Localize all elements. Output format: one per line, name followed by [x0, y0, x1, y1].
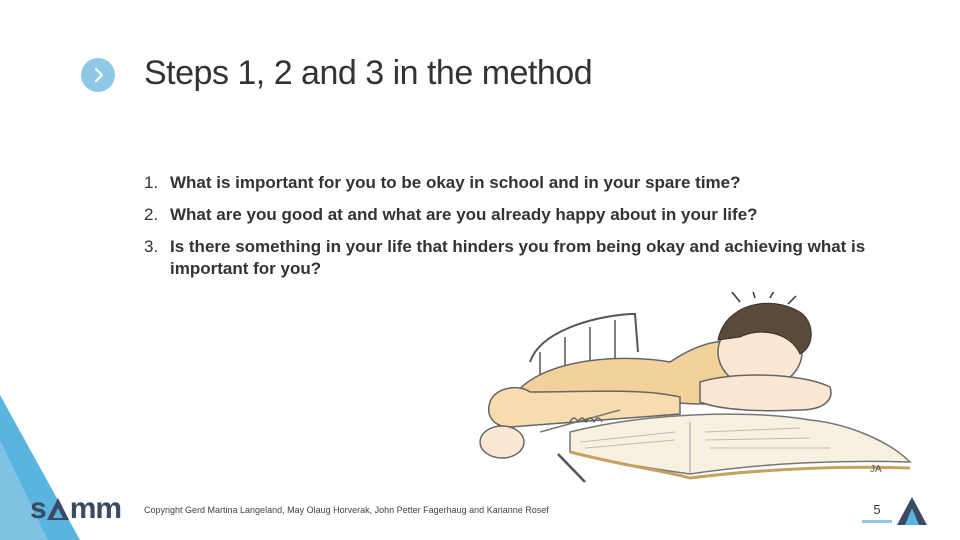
step-item	[144, 236, 924, 280]
step-item	[144, 204, 924, 226]
step-number: 1.	[144, 173, 159, 192]
illustration-signature: JA	[870, 464, 882, 475]
step-text: What is important for you to be okay in school and in your spare time?	[170, 173, 741, 192]
step-item	[144, 172, 924, 194]
logo-a-mark-icon	[47, 498, 69, 520]
slide-title: Steps 1, 2 and 3 in the method	[144, 54, 593, 92]
step-number: 3.	[144, 237, 159, 256]
step-text: What are you good at and what are you already happy about in your life?	[170, 205, 758, 224]
page-number: 5	[873, 502, 881, 517]
chevron-right-icon	[81, 58, 115, 92]
step-text: Is there something in your life that hinders you from being okay and achieving what is important for you?	[170, 237, 866, 278]
samm-logo	[30, 492, 121, 526]
step-number: 2.	[144, 205, 159, 224]
sleeping-student-illustration	[470, 292, 920, 487]
triangle-logo-icon	[896, 496, 928, 526]
copyright-text: Copyright Gerd Martina Langeland, May Olaug Horverak, John Petter Fagerhaug and Karianne Rosef	[144, 505, 549, 515]
steps-list	[144, 172, 924, 290]
page-number-underline	[862, 520, 892, 523]
logo-text-right: mm	[69, 492, 122, 525]
logo-text-left: s	[30, 492, 46, 525]
